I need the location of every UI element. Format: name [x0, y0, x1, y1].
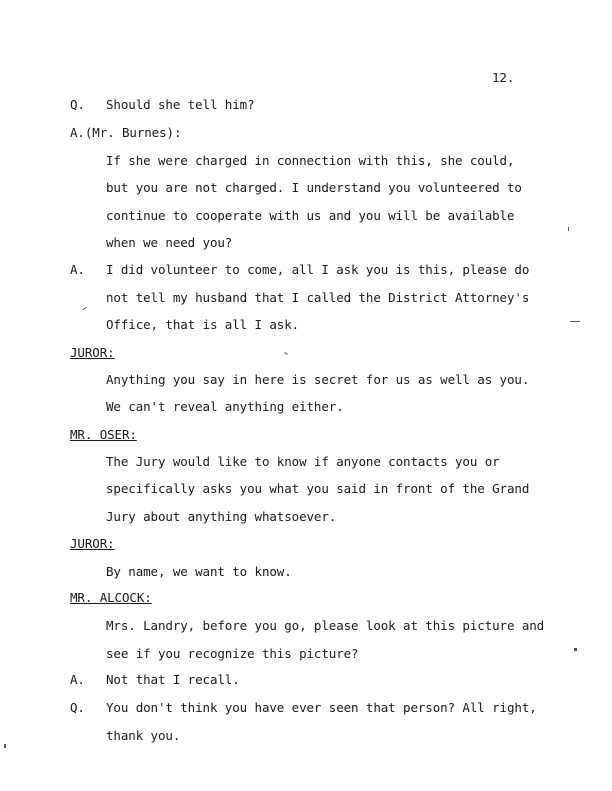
scan-mark — [82, 307, 87, 310]
question-label: Q. — [70, 700, 85, 715]
answer-line: not tell my husband that I called the District Attorney's — [106, 290, 530, 305]
statement-line: continue to cooperate with us and you will be available — [106, 208, 515, 223]
scan-mark — [570, 321, 580, 322]
answer-line: Not that I recall. — [106, 672, 240, 687]
statement-line: but you are not charged. I understand you volunteered to — [106, 180, 522, 195]
speech-line: specifically asks you what you said in front of the Grand — [106, 481, 530, 496]
speech-line: Mrs. Landry, before you go, please look at this picture and — [106, 618, 545, 633]
statement-line: when we need you? — [106, 235, 233, 250]
speaker-label: JUROR: — [70, 536, 115, 551]
speech-line: Jury about anything whatsoever. — [106, 509, 337, 524]
speaker-label: MR. ALCOCK: — [70, 590, 152, 605]
scan-mark — [4, 744, 6, 748]
speech-line: see if you recognize this picture? — [106, 646, 359, 661]
question-line: You don't think you have ever seen that person? All right, — [106, 700, 537, 715]
speech-line: We can't reveal anything either. — [106, 399, 344, 414]
speech-line: By name, we want to know. — [106, 564, 292, 579]
question-line: thank you. — [106, 728, 181, 743]
answer-line: I did volunteer to come, all I ask you is this, please do — [106, 262, 530, 277]
answer-label: A. — [70, 262, 85, 277]
answer-line: Office, that is all I ask. — [106, 317, 300, 332]
statement-line: If she were charged in connection with this, she could, — [106, 153, 515, 168]
answer-label: A.(Mr. Burnes): — [70, 125, 182, 140]
speaker-label: JUROR: — [70, 345, 115, 360]
answer-label: A. — [70, 672, 85, 687]
question-label: Q. — [70, 97, 85, 112]
question-text: Should she tell him? — [106, 97, 255, 112]
scan-mark — [568, 227, 569, 231]
speech-line: Anything you say in here is secret for us as well as you. — [106, 372, 530, 387]
speaker-label: MR. OSER: — [70, 427, 137, 442]
page-number: 12. — [492, 70, 515, 85]
scan-mark — [574, 648, 577, 651]
scan-mark — [284, 352, 288, 355]
speech-line: The Jury would like to know if anyone contacts you or — [106, 454, 500, 469]
